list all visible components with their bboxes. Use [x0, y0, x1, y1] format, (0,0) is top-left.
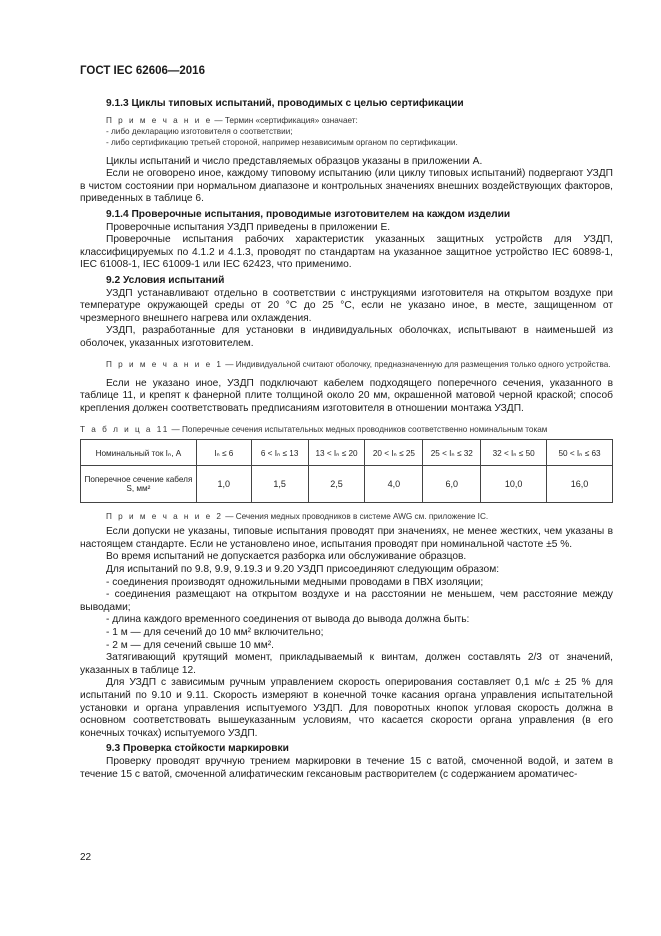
paragraph: Если не оговорено иное, каждому типовому испытанию (или циклу типовых испытаний) подвергают УЗДП в чистом состоянии при нормальном диапазоне и контрольных значениях внешних воздействующих факторов, приведенных в таблице 6.: [80, 168, 613, 205]
table-cell: 50 < Iₙ ≤ 63: [547, 440, 613, 466]
heading-9-2: 9.2 Условия испытаний: [106, 274, 225, 286]
page-number: 22: [80, 852, 92, 863]
table-cell: Iₙ ≤ 6: [196, 440, 251, 466]
paragraph: Для УЗДП с зависимым ручным управлением скорость оперирования составляет 0,1 м/с ± 25 % для испытаний по 9.10 и 9.11. Скорость измеряют в конечной точке касания органа управления испытательной установки и органа управления испытуемого УЗДП. Для поворотных кнопок угловая скорость должна в основном соответствовать вышеуказанным условиям, что касается скорости органа управления (в его конечных точках) испытуемого УЗДП.: [80, 677, 613, 739]
heading-9-3: 9.3 Проверка стойкости маркировки: [106, 743, 289, 755]
paragraph: Проверку проводят вручную трением маркировки в течение 15 с ватой, смоченной водой, и затем в течение 15 с ватой, смоченной алифатическим гексановым растворителем (с содержанием ароматичес-: [80, 755, 613, 780]
document-header: ГОСТ IEC 62606—2016: [80, 65, 205, 77]
note-item: - либо декларацию изготовителя о соответствии;: [106, 126, 293, 136]
note-text: — Сечения медных проводников в системе AWG см. приложение IC.: [222, 512, 489, 522]
table-caption-label: Т а б л и ц а 11: [80, 425, 170, 435]
row-header: Поперечное сечение кабеля S, мм²: [81, 466, 197, 503]
table-cell: 6 < Iₙ ≤ 13: [251, 440, 308, 466]
paragraph: Затягивающий крутящий момент, прикладываемый к винтам, должен составлять 2/3 от значений, указанных в таблице 12.: [80, 652, 613, 676]
table-row: [81, 440, 613, 466]
paragraph: Для испытаний по 9.8, 9.9, 9.19.3 и 9.20 УЗДП присоединяют следующим образом:: [106, 564, 500, 576]
paragraph: Циклы испытаний и число представляемых образцов указаны в приложении А.: [106, 155, 483, 167]
list-item: - 1 м — для сечений до 10 мм² включительно;: [106, 627, 324, 639]
list-item: - длина каждого временного соединения от вывода до вывода должна быть:: [106, 614, 470, 626]
document-body: [80, 95, 613, 781]
table-cell: 16,0: [547, 466, 613, 503]
note-label: П р и м е ч а н и е: [106, 115, 213, 125]
note-text: — Термин «сертификация» означает:: [212, 115, 358, 125]
paragraph: Если не указано иное, УЗДП подключают кабелем подходящего поперечного сечения, указанного в таблице 11, и крепят к фанерной плите толщиной около 20 мм, окрашенной матовой черной краской; способ крепления должен соответствовать предписаниям изготовителя в отношении монтажа УЗДП.: [80, 377, 613, 414]
note-label: П р и м е ч а н и е 1: [106, 359, 223, 369]
note-1: [80, 359, 613, 370]
row-header: Номинальный ток Iₙ, А: [81, 440, 197, 466]
note-label: П р и м е ч а н и е 2: [106, 512, 223, 522]
table-cell: 2,5: [308, 466, 365, 503]
note-item: - либо сертификацию третьей стороной, например независимым органом по сертификации.: [106, 137, 458, 147]
table-cell: 13 < Iₙ ≤ 20: [308, 440, 365, 466]
note-certification: [80, 115, 613, 126]
paragraph: Проверочные испытания рабочих характеристик указанных защитных устройств для УЗДП, классифицируемых по 4.1.2 и 4.1.3, проводят по стандартам на указанное защитное устройство IEC 60898-1, IEC 61008-1, IEC 61009-1 или IEC 62423, что применимо.: [80, 234, 613, 271]
list-item: - 2 м — для сечений свыше 10 мм².: [106, 639, 274, 651]
paragraph: Во время испытаний не допускается разборка или обслуживание образцов.: [106, 551, 467, 563]
note-2: [80, 511, 613, 522]
table-11: [80, 439, 613, 503]
heading-9-1-4: 9.1.4 Проверочные испытания, проводимые изготовителем на каждом изделии: [106, 208, 511, 220]
table-cell: 32 < Iₙ ≤ 50: [481, 440, 547, 466]
paragraph: УЗДП, разработанные для установки в индивидуальных оболочках, испытывают в наименьшей из оболочек, указанных изготовителем.: [80, 325, 613, 349]
table-caption-text: — Поперечные сечения испытательных медных проводников соответственно номинальным токам: [169, 425, 548, 435]
note-text: — Индивидуальной считают оболочку, предназначенную для размещения только одного устройства.: [222, 359, 611, 369]
table-cell: 6,0: [423, 466, 481, 503]
table-row: [81, 466, 613, 503]
paragraph: Если допуски не указаны, типовые испытания проводят при значениях, не менее жестких, чем указаны в настоящем стандарте. Если не установлено иное, испытания проводят при номинальной частоте ±5 %.: [80, 526, 613, 550]
list-item: - соединения размещают на открытом воздухе и на расстоянии не меньшем, чем расстояние между выводами;: [80, 589, 613, 613]
list-item: - соединения производят одножильными медными проводами в ПВХ изоляции;: [106, 576, 484, 588]
table-cell: 4,0: [365, 466, 423, 503]
paragraph: УЗДП устанавливают отдельно в соответствии с инструкциями изготовителя на открытом воздухе при температуре окружающей среды от 20 °С до 25 °С, если не указано иное, в месте, защищенном от чрезмерного внешнего нагрева или охлаждения.: [80, 287, 613, 324]
table-cell: 1,5: [251, 466, 308, 503]
table-cell: 25 < Iₙ ≤ 32: [423, 440, 481, 466]
paragraph: Проверочные испытания УЗДП приведены в приложении Е.: [106, 221, 391, 233]
table-caption: [80, 425, 613, 434]
heading-9-1-3: 9.1.3 Циклы типовых испытаний, проводимых с целью сертификации: [106, 98, 464, 109]
table-cell: 20 < Iₙ ≤ 25: [365, 440, 423, 466]
table-cell: 10,0: [481, 466, 547, 503]
table-cell: 1,0: [196, 466, 251, 503]
